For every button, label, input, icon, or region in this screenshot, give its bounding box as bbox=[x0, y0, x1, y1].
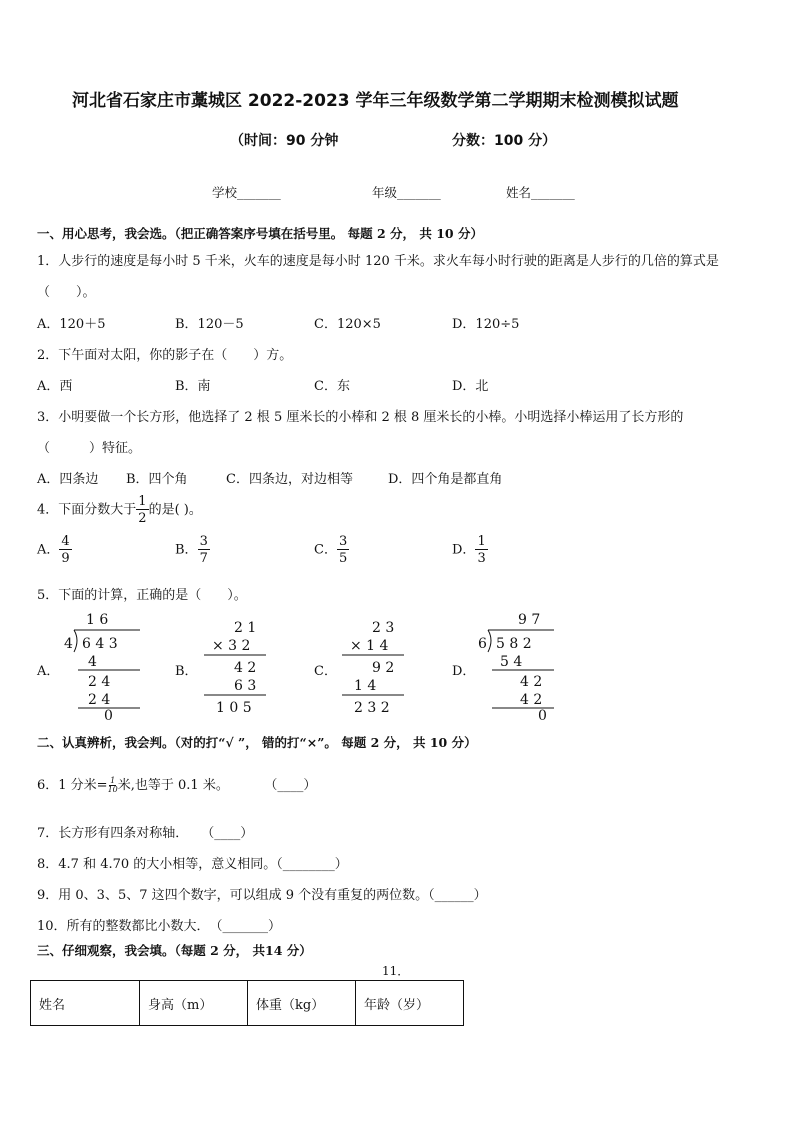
question-1-option-a: A．120＋5 bbox=[37, 317, 106, 332]
fraction-denominator: 9 bbox=[61, 551, 70, 566]
student-info-table bbox=[30, 980, 464, 1026]
question-3-option-b: B．四个角 bbox=[126, 472, 188, 487]
calc-c-partial-1: 9 2 bbox=[372, 660, 395, 676]
calc-a-dividend: 6 4 3 bbox=[82, 636, 118, 652]
fraction-numerator: 4 bbox=[61, 534, 70, 549]
fraction-denominator: 3 bbox=[477, 551, 486, 566]
calc-a-step-2: 2 4 bbox=[88, 692, 111, 708]
fraction-numerator: 3 bbox=[338, 534, 348, 549]
calc-b-partial-2: 6 3 bbox=[234, 678, 257, 694]
fraction-denominator: 2 bbox=[138, 511, 147, 526]
calc-d-step-1: 5 4 bbox=[500, 654, 523, 670]
question-1-option-b: B．120－5 bbox=[175, 317, 244, 332]
calc-d-dividend: 5 8 2 bbox=[496, 636, 532, 652]
question-2-option-b: B．南 bbox=[175, 379, 211, 394]
question-9: 9．用 0、3、5、7 这四个数字，可以组成 9 个没有重复的两位数。（______） bbox=[37, 888, 487, 903]
fraction-denominator: 7 bbox=[199, 551, 208, 566]
calc-c-multiplier: × 1 4 bbox=[350, 638, 389, 654]
table-header-row bbox=[31, 981, 464, 1026]
calc-d-remainder-2: 0 bbox=[538, 708, 547, 723]
question-3-option-d: D．四个角是都直角 bbox=[388, 472, 503, 487]
option-fraction bbox=[337, 535, 349, 565]
calc-d-remainder-1: 4 2 bbox=[520, 674, 543, 690]
grade-field: 年级_______ bbox=[372, 185, 441, 200]
question-7: 7．长方形有四条对称轴． （____） bbox=[37, 826, 254, 841]
calc-d-divisor: 6 bbox=[478, 636, 487, 652]
section-3-heading: 三、仔细观察，我会填。（每题 2 分， 共14 分） bbox=[37, 943, 312, 958]
calculation-b-multiplication bbox=[200, 616, 290, 716]
question-4-option-b bbox=[175, 535, 210, 565]
question-3-option-a: A．四条边 bbox=[37, 472, 99, 487]
calculation-d-long-division bbox=[474, 608, 564, 723]
question-2-option-d: D．北 bbox=[452, 379, 489, 394]
question-10: 10．所有的整数都比小数大． （_______） bbox=[37, 919, 282, 934]
calc-d-step-2: 4 2 bbox=[520, 692, 543, 708]
question-1-line-1: 1．人步行的速度是每小时 5 千米，火车的速度是每小时 120 千米。求火车每小时行驶的距离是人步行的几倍的算式是 bbox=[37, 254, 719, 269]
option-fraction bbox=[198, 535, 210, 565]
section-1-heading: 一、用心思考，我会选。（把正确答案序号填在括号里。 每题 2 分， 共 10 分） bbox=[37, 226, 483, 241]
table-header-height: 身高（m） bbox=[140, 981, 248, 1026]
question-5-option-b-label: B． bbox=[175, 664, 198, 679]
calc-b-top: 2 1 bbox=[234, 620, 257, 636]
calc-b-multiplier: × 3 2 bbox=[212, 638, 251, 654]
question-6-suffix: 米,也等于 0.1 米。 bbox=[117, 778, 229, 793]
question-6 bbox=[37, 774, 316, 794]
exam-score: 分数：100 分） bbox=[452, 133, 557, 149]
question-4-option-d bbox=[452, 535, 488, 565]
option-fraction bbox=[475, 535, 487, 565]
calc-b-result: 1 0 5 bbox=[216, 700, 252, 716]
question-6-prefix: 6．1 分米= bbox=[37, 778, 108, 793]
fraction-numerator: 1 bbox=[477, 534, 486, 549]
calculation-a-long-division bbox=[60, 608, 150, 723]
question-5-option-d-label: D． bbox=[452, 664, 476, 679]
fraction-denominator: 5 bbox=[338, 551, 348, 566]
question-1-option-c: C．120×5 bbox=[314, 317, 381, 332]
question-2: 2．下午面对太阳，你的影子在（ ）方。 bbox=[37, 348, 293, 363]
fraction-numerator: 1 bbox=[138, 494, 147, 509]
question-3-line-2: （ ）特征。 bbox=[37, 441, 142, 456]
option-label: A． bbox=[37, 542, 60, 558]
question-6-answer-blank[interactable]: （____） bbox=[270, 778, 317, 793]
calc-a-remainder-2: 0 bbox=[104, 708, 113, 723]
option-label: C． bbox=[314, 542, 337, 558]
question-5-option-c-label: C． bbox=[314, 664, 337, 679]
school-field: 学校_______ bbox=[212, 185, 281, 200]
question-1-option-d: D．120÷5 bbox=[452, 317, 520, 332]
calc-a-quotient: 1 6 bbox=[86, 612, 109, 628]
page-title: 河北省石家庄市藁城区 2022-2023 学年三年级数学第二学期期末检测模拟试题 bbox=[72, 91, 679, 111]
question-4 bbox=[37, 495, 202, 525]
calc-a-step-1: 4 bbox=[88, 654, 97, 670]
question-3-option-c: C．四条边，对边相等 bbox=[226, 472, 353, 487]
option-label: B． bbox=[175, 542, 198, 558]
question-3-line-1: 3．小明要做一个长方形，他选择了 2 根 5 厘米长的小棒和 2 根 8 厘米长的小棒。小明选择小棒运用了长方形的 bbox=[37, 410, 684, 425]
question-4-option-a bbox=[37, 535, 72, 565]
calculation-c-multiplication bbox=[338, 616, 428, 716]
question-2-option-c: C．东 bbox=[314, 379, 350, 394]
fraction-one-tenth bbox=[108, 777, 118, 794]
question-4-suffix: 的是( )。 bbox=[148, 502, 202, 518]
calc-c-top: 2 3 bbox=[372, 620, 395, 636]
table-header-age: 年龄（岁） bbox=[356, 981, 464, 1026]
option-fraction bbox=[59, 535, 71, 565]
table-header-weight: 体重（kg） bbox=[248, 981, 356, 1026]
name-field: 姓名_______ bbox=[506, 185, 575, 200]
calc-c-result: 2 3 2 bbox=[354, 700, 390, 716]
calc-d-quotient: 9 7 bbox=[518, 612, 541, 628]
calc-b-partial-1: 4 2 bbox=[234, 660, 257, 676]
question-2-option-a: A．西 bbox=[37, 379, 73, 394]
option-label: D． bbox=[452, 542, 476, 558]
question-5-option-a-label: A． bbox=[37, 664, 60, 679]
section-2-heading: 二、认真辨析，我会判。（对的打“√ ”， 错的打“×”。 每题 2 分， 共 10 分） bbox=[37, 735, 477, 750]
question-4-prefix: 4．下面分数大于 bbox=[37, 502, 137, 518]
fraction-one-half bbox=[136, 495, 148, 525]
fraction-numerator: 1 bbox=[110, 776, 116, 785]
question-8: 8．4.7 和 4.70 的大小相等，意义相同。（________） bbox=[37, 857, 348, 872]
question-11-number: 11． bbox=[382, 964, 410, 978]
exam-time: （时间：90 分钟 bbox=[230, 133, 339, 149]
fraction-numerator: 3 bbox=[199, 534, 208, 549]
question-4-option-c bbox=[314, 535, 349, 565]
table-header-name: 姓名 bbox=[31, 981, 140, 1026]
question-5: 5．下面的计算，正确的是（ ）。 bbox=[37, 588, 247, 603]
calc-c-partial-2: 1 4 bbox=[354, 678, 377, 694]
calc-a-remainder-1: 2 4 bbox=[88, 674, 111, 690]
question-1-line-2: （ ）。 bbox=[37, 285, 96, 300]
fraction-denominator: 10 bbox=[107, 785, 118, 794]
calc-a-divisor: 4 bbox=[64, 636, 73, 652]
